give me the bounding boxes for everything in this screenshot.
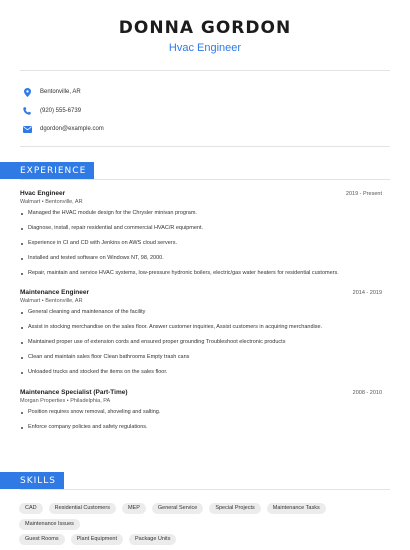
bullet-item: Enforce company policies and safety regulations. — [20, 424, 382, 431]
location-text: Bentonville, AR — [40, 89, 81, 95]
job-title: Hvac Engineer — [168, 42, 242, 54]
skill-pill: Plant Equipment — [71, 534, 123, 545]
experience-heading-underline — [20, 179, 390, 180]
skill-pill: MEP — [122, 503, 146, 514]
skill-pill: Package Units — [129, 534, 176, 545]
experience-dates: 2019 - Present — [345, 191, 382, 197]
skill-pill: Residential Customers — [49, 503, 116, 514]
bullet-item: Position requires snow removal, shoveling and salting. — [20, 409, 382, 416]
experience-bullets — [20, 309, 382, 376]
company-location: Bentonville, AR — [45, 298, 83, 304]
skills-row — [19, 534, 391, 550]
contact-divider — [20, 146, 390, 147]
header-divider — [20, 70, 390, 71]
candidate-name: DONNA GORDON — [118, 18, 292, 38]
skills-heading-underline — [20, 489, 390, 490]
phone-text: (920) 555-6739 — [40, 107, 82, 114]
resume-header — [0, 18, 410, 54]
experience-title: Hvac Engineer — [20, 190, 66, 197]
bullet-item: Repair, maintain and service HVAC systems, low-pressure hydronic boilers, electric/gas water heaters for residential customers. — [20, 270, 382, 277]
contact-phone — [22, 102, 104, 120]
bullet-item: General cleaning and maintenance of the facility — [20, 309, 382, 316]
company-name: Morgan Properties — [20, 398, 66, 404]
company-name: Walmart — [20, 298, 41, 304]
email-text: dgordon@example.com — [40, 126, 104, 132]
contact-location — [22, 83, 104, 101]
skill-pill: Special Projects — [209, 503, 260, 514]
skills-row — [19, 503, 391, 534]
experience-company: Walmart • Bentonville, AR — [20, 298, 83, 304]
experience-title: Maintenance Specialist (Part-Time) — [20, 389, 128, 396]
experience-item — [20, 389, 382, 431]
experience-title: Maintenance Engineer — [20, 289, 89, 296]
skill-pill: CAD — [19, 503, 43, 514]
company-location: Bentonville, AR — [45, 199, 83, 205]
bullet-item: Managed the HVAC module design for the Chrysler minivan program. — [20, 210, 382, 217]
skill-pill: General Service — [152, 503, 203, 514]
experience-company: Walmart • Bentonville, AR — [20, 199, 83, 205]
experience-dates: 2008 - 2010 — [352, 390, 382, 396]
bullet-item: Assist in stocking merchandise on the sales floor. Answer customer inquiries, Assist customers in acquiring merchandise. — [20, 324, 382, 331]
map-pin-icon — [22, 87, 32, 97]
envelope-icon — [22, 124, 32, 134]
bullet-item: Experience in CI and CD with Jenkins on AWS cloud servers. — [20, 240, 382, 247]
phone-icon — [22, 106, 32, 116]
experience-dates: 2014 - 2019 — [352, 290, 382, 296]
experience-item — [20, 190, 382, 277]
contact-email — [22, 120, 104, 138]
company-name: Walmart — [20, 199, 41, 205]
experience-company: Morgan Properties • Philadelphia, PA — [20, 398, 111, 404]
bullet-item: Clean and maintain sales floor Clean bathrooms Empty trash cans — [20, 354, 382, 361]
experience-bullets — [20, 409, 382, 431]
company-location: Philadelphia, PA — [70, 398, 111, 404]
skill-pill: Maintenance Issues — [19, 519, 80, 530]
experience-item — [20, 289, 382, 376]
experience-bullets — [20, 210, 382, 277]
bullet-item: Unloaded trucks and stocked the items on the sales floor. — [20, 369, 382, 376]
skill-pill: Maintenance Tasks — [267, 503, 326, 514]
experience-heading: EXPERIENCE — [0, 162, 94, 179]
bullet-item: Installed and tested software on Windows NT, 98, 2000. — [20, 255, 382, 262]
skill-pill: Guest Rooms — [19, 534, 65, 545]
bullet-item: Diagnose, install, repair residential and commercial HVAC/R equipment. — [20, 225, 382, 232]
skills-list — [19, 503, 391, 550]
bullet-item: Maintained proper use of extension cords and ensured proper grounding Troubleshoot electronic products — [20, 339, 382, 346]
contact-list — [22, 83, 104, 139]
skills-heading: SKILLS — [0, 472, 64, 489]
